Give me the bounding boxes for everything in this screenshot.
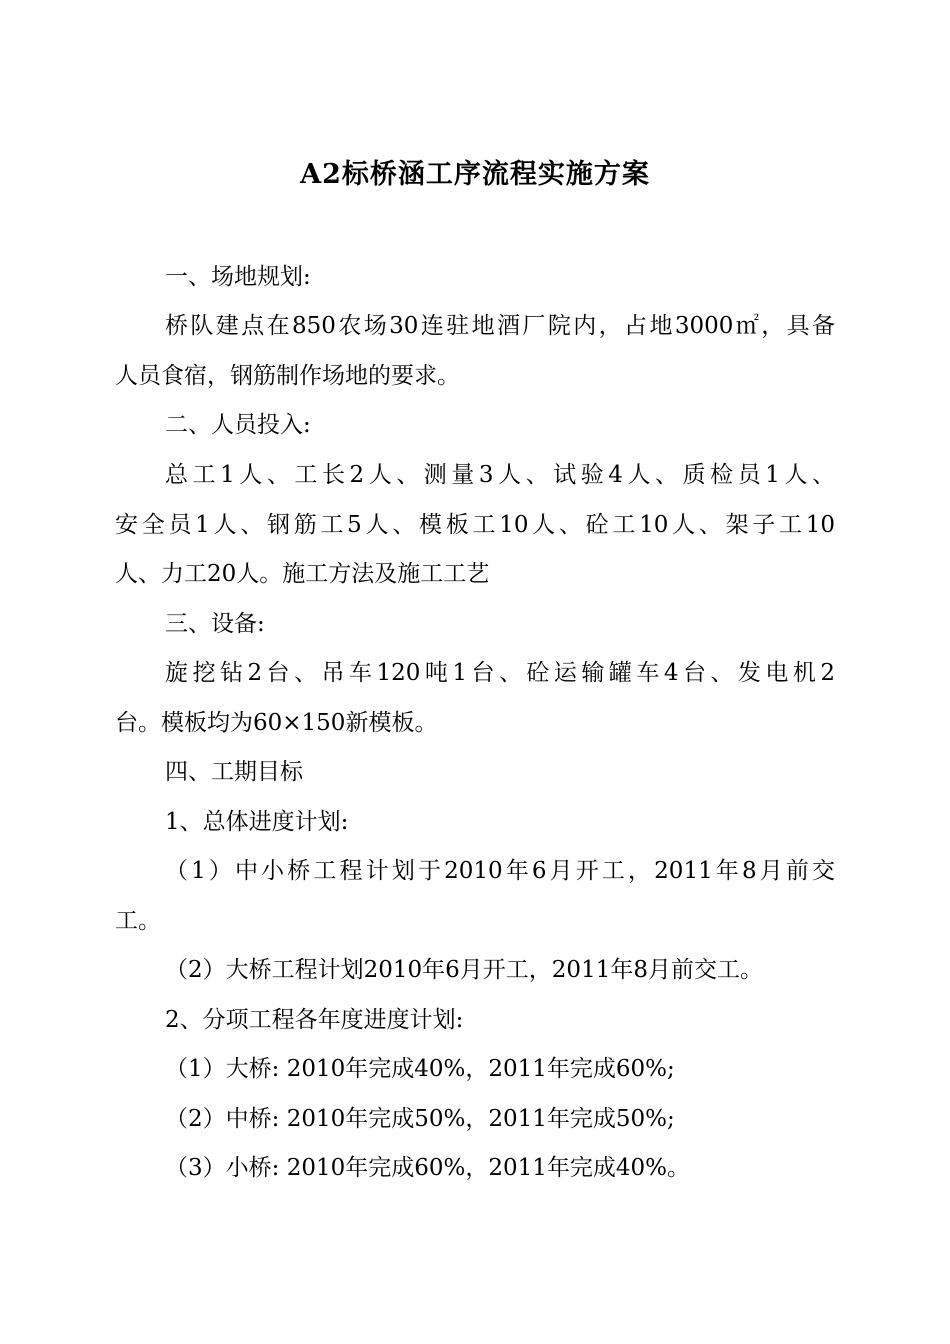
paragraph-line: 安全员1人、钢筋工5人、模板工10人、砼工10人、架子工10 bbox=[115, 512, 835, 538]
section-heading-staff: 二、人员投入: bbox=[165, 412, 311, 438]
paragraph-line: 工。 bbox=[115, 908, 161, 934]
list-item: （2）中桥: 2010年完成50%，2011年完成50%; bbox=[165, 1106, 675, 1132]
section-heading-equipment: 三、设备: bbox=[165, 611, 265, 637]
list-item: （3）小桥: 2010年完成60%，2011年完成40%。 bbox=[165, 1155, 691, 1181]
paragraph-line: 台。模板均为60×150新模板。 bbox=[115, 710, 438, 736]
subsection-heading: 2、分项工程各年度进度计划: bbox=[165, 1007, 464, 1033]
paragraph-line: 旋挖钻2台、吊车120吨1台、砼运输罐车4台、发电机2 bbox=[165, 660, 835, 686]
list-item: （1）大桥: 2010年完成40%，2011年完成60%; bbox=[165, 1056, 675, 1082]
paragraph-line: 总工1人、工长2人、测量3人、试验4人、质检员1人、 bbox=[165, 462, 835, 488]
paragraph-line: （2）大桥工程计划2010年6月开工，2011年8月前交工。 bbox=[165, 957, 763, 983]
paragraph-line: 人、力工20人。施工方法及施工工艺 bbox=[115, 561, 490, 587]
section-heading-site: 一、场地规划: bbox=[165, 264, 311, 290]
paragraph-line: 桥队建点在850农场30连驻地酒厂院内，占地3000㎡，具备 bbox=[165, 313, 835, 339]
subsection-heading: 1、总体进度计划: bbox=[165, 809, 349, 835]
section-heading-schedule: 四、工期目标 bbox=[165, 759, 303, 785]
document-title: A2标桥涵工序流程实施方案 bbox=[300, 159, 650, 190]
paragraph-line: 人员食宿，钢筋制作场地的要求。 bbox=[115, 363, 460, 389]
paragraph-line: （1）中小桥工程计划于2010年6月开工，2011年8月前交 bbox=[165, 858, 835, 884]
